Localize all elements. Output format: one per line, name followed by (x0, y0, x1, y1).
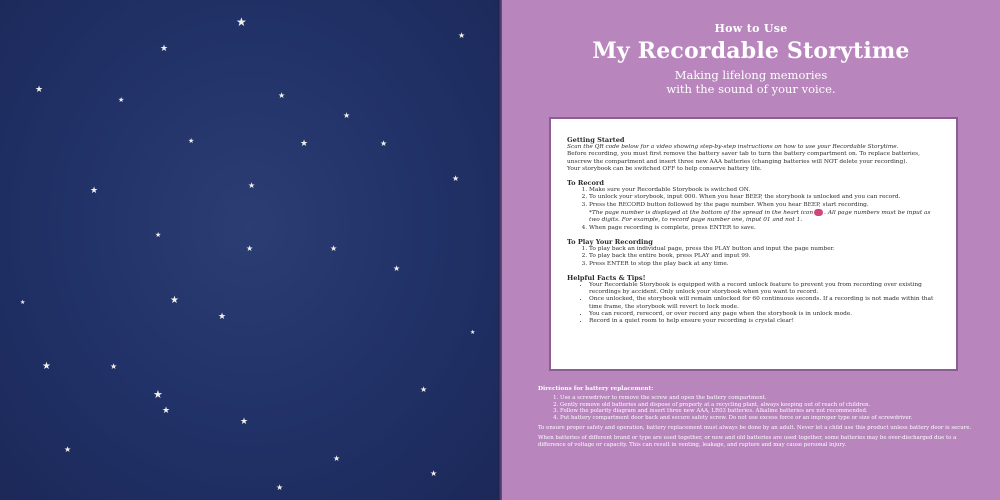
list-item: 4. Put battery compartment door back and secure safety screw. Do not use excess force or an improper type or size of screwdriver. (560, 415, 978, 422)
star-icon: ★ (380, 139, 388, 148)
list-item: • Your Recordable Storybook is equipped with a record unlock feature to prevent you from recording over existing recordings by accident. Only unlock your storybook when you want to record. (589, 282, 938, 297)
starry-night-page (0, 0, 498, 500)
list-item: 2. Gently remove old batteries and dispose of properly at a recycling plant, always keeping out of reach of children. (560, 402, 978, 409)
record-steps (567, 187, 938, 232)
to-play-section (567, 238, 938, 268)
page-heading (502, 22, 1000, 96)
star-icon: ★ (343, 111, 351, 120)
subtitle-line-1: Making lifelong memories (674, 68, 828, 82)
section-title: To Play Your Recording (567, 237, 653, 246)
list-item: 3. Follow the polarity diagram and insert three new AAA, LR03 batteries. Alkaline batteries are not recommended. (560, 408, 978, 415)
star-icon: ★ (110, 362, 118, 371)
battery-title: Directions for battery replacement: (538, 386, 654, 392)
qr-instruction: Scan the QR code below for a video showing step-by-step instructions on how to use your Recordable Storytime. (567, 144, 899, 150)
star-icon: ★ (160, 44, 169, 54)
instructions-page (502, 0, 1000, 500)
section-title: Helpful Facts & Tips! (567, 273, 646, 282)
battery-directions (538, 386, 978, 451)
list-item: 1. Use a screwdriver to remove the screw and open the battery compartment. (560, 395, 978, 402)
warning-paragraph: When batteries of different brand or type are used together, or new and old batteries are used together, some batteries may be over-discharged due to a difference of voltage or capacity. This can result in venting, leakage, and rupture and may cause personal injury. (538, 434, 957, 448)
subtitle-line-2: with the sound of your voice. (666, 82, 836, 96)
star-icon: ★ (240, 417, 249, 427)
star-icon: ★ (153, 388, 163, 401)
star-icon: ★ (458, 31, 466, 40)
star-icon: ★ (452, 174, 460, 183)
section-title: Getting Started (567, 136, 625, 144)
tips-section (567, 274, 938, 326)
star-icon: ★ (470, 329, 476, 336)
list-item: 3. Press the RECORD button followed by the page number. When you hear BEEP, start recording. *The page number is displayed at the bottom of the spread in the heart icon . All page numbers must be input as two digits. For example, to record page number one, input 01 and not 1. (589, 202, 938, 225)
list-item: 2. To play back the entire book, press PLAY and input 99. (589, 253, 938, 260)
page-title: My Recordable Storytime (592, 38, 910, 64)
tips-list (567, 282, 938, 326)
getting-started-section (567, 136, 938, 173)
list-item: 1. To play back an individual page, press the PLAY button and input the page number. (589, 246, 938, 253)
star-icon: ★ (278, 91, 286, 100)
star-icon: ★ (333, 454, 341, 463)
page-number-note: *The page number is displayed at the bottom of the spread in the heart icon . All page numbers must be input as two digits. For example, to record page number one, input 01 and not 1. (589, 210, 931, 224)
switch-off-text: Your storybook can be switched OFF to help conserve battery life. (567, 165, 762, 172)
star-icon: ★ (35, 85, 44, 95)
list-item: 1. Make sure your Recordable Storybook is switched ON. (589, 187, 938, 194)
list-item: 3. Press ENTER to stop the play back at any time. (589, 261, 938, 268)
list-item: 4. When page recording is complete, press ENTER to save. (589, 225, 938, 232)
play-steps (567, 246, 938, 268)
star-icon: ★ (218, 312, 227, 322)
heading-subtitle (502, 68, 1000, 96)
star-icon: ★ (64, 445, 72, 454)
star-icon: ★ (42, 361, 51, 372)
list-item: • Once unlocked, the storybook will remain unlocked for 60 continuous seconds. If a recording is not made within that time frame, the storybook will revert to lock mode. (589, 296, 938, 311)
section-title: To Record (567, 179, 605, 188)
star-icon: ★ (188, 137, 195, 145)
battery-saver-text: Before recording, you must first remove the battery saver tab to turn the battery compartment on. To replace batteries, unscrew the compartment and insert three new AAA batteries (changing batteries will NOT delete your recording). (567, 151, 921, 165)
battery-steps (538, 395, 978, 422)
to-record-section (567, 179, 938, 232)
star-icon: ★ (170, 295, 179, 306)
star-icon: ★ (248, 181, 256, 190)
safety-paragraph: To ensure proper safety and operation, battery replacement must always be done by an adult. Never let a child use this product unless battery door is secure. (538, 424, 972, 431)
star-icon: ★ (246, 244, 254, 253)
star-icon: ★ (20, 299, 26, 306)
heart-icon (814, 209, 823, 216)
list-item: • You can record, rerecord, or over record any page when the storybook is in unlock mode. (589, 311, 938, 318)
star-icon: ★ (393, 264, 401, 273)
heading-kicker: How to Use (714, 22, 788, 35)
list-item: • Record in a quiet room to help ensure your recording is crystal clear! (589, 318, 938, 325)
star-icon: ★ (90, 186, 99, 196)
star-icon: ★ (300, 139, 309, 149)
instructions-card (549, 117, 958, 371)
star-icon: ★ (118, 96, 125, 104)
star-icon: ★ (276, 483, 284, 492)
star-icon: ★ (330, 244, 338, 253)
star-icon: ★ (430, 469, 438, 478)
star-icon: ★ (155, 231, 162, 239)
list-item: 2. To unlock your storybook, input 000. When you hear BEEP, the storybook is unlocked and you can record. (589, 194, 938, 201)
star-icon: ★ (236, 15, 247, 29)
star-icon: ★ (162, 406, 171, 416)
star-icon: ★ (420, 385, 428, 394)
